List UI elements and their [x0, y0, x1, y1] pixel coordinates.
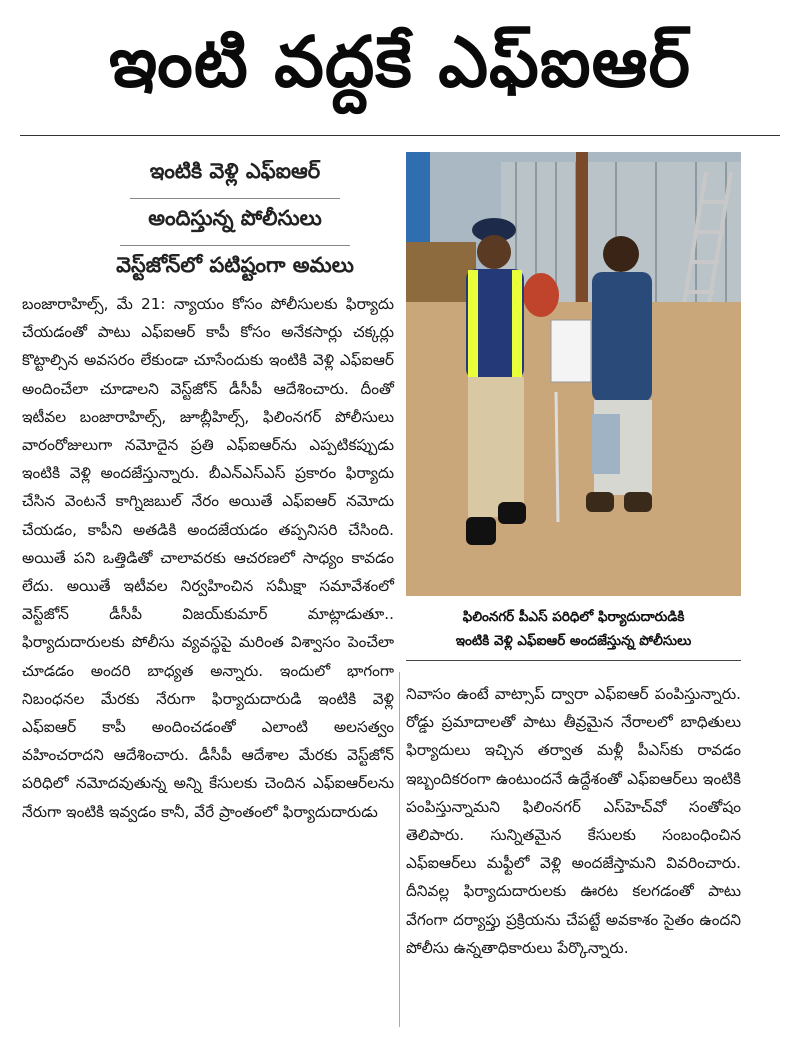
subheadline-1: ఇంటికి వెళ్లి ఎఫ్ఐఆర్: [130, 152, 340, 199]
column-divider: [399, 672, 400, 1027]
body-column-1: [22, 290, 394, 826]
body-text-col1: బంజారాహిల్స్, మే 21: న్యాయం కోసం పోలీసులకు ఫిర్యాదు చేయడంతో పాటు ఎఫ్ఐఆర్ కాపీ కోసం అనేకసార్లు చక్కర్లు కొట్టాల్సిన అవసరం లేకుండా చూసేందుకు ఇంటికి వెళ్లి ఎఫ్ఐఆర్ అందించేలా చూడాలని వెస్ట్‌జోన్ డీసీపీ ఆదేశించారు. దీంతో ఇటీవల బంజారాహిల్స్, జూబ్లీహిల్స్, ఫిలింనగర్ పోలీసులు వారంరోజులుగా నమోదైన ప్రతి ఎఫ్ఐఆర్‌ను ఎప్పటికప్పుడు ఇంటికి వెళ్లి అందజేస్తున్నారు. బీఎన్ఎస్ఎస్ ప్రకారం ఫిర్యాదు చేసిన వెంటనే కాగ్నిజబుల్ నేరం అయితే ఎఫ్ఐఆర్ నమోదు చేయడం, కాపీని అతడికి అందజేయడం తప్పనిసరి చేసింది. అయితే పని ఒత్తిడితో చాలావరకు ఆచరణలో సాధ్యం కావడం లేదు. అయితే ఇటీవల నిర్వహించిన సమీక్షా సమావేశంలో వెస్ట్‌జోన్ డీసీపీ విజయ్‌కుమార్ మాట్లాడుతూ.. ఫిర్యాదుదారులకు పోలీసు వ్యవస్థపై మరింత విశ్వాసం పెంచేలా చూడడం అందరి బాధ్యత అన్నారు. ఇందులో భాగంగా నిబంధనల మేరకు నేరుగా ఫిర్యాదుదారుడి ఇంటికి వెళ్లి ఎఫ్ఐఆర్ కాపీ అందించడంతో ఎలాంటి అలసత్వం వహించరాదని ఆదేశించారు. డీసీపీ ఆదేశాల మేరకు వెస్ట్‌జోన్ పరిధిలో నమోదవుతున్న అన్ని కేసులకు చెందిన ఎఫ్ఐఆర్‌లను నేరుగా ఇంటికి ఇవ్వడం కానీ, వేరే ప్రాంతంలో ఫిర్యాదుదారుడు: [22, 295, 394, 821]
news-photo: [406, 152, 741, 596]
body-column-2: [406, 680, 741, 962]
photo-caption: [406, 598, 741, 661]
body-text-col2: నివాసం ఉంటే వాట్సాప్ ద్వారా ఎఫ్ఐఆర్ పంపిస్తున్నారు. రోడ్డు ప్రమాదాలతో పాటు తీవ్రమైన నేరాలలో బాధితులు ఫిర్యాదులు ఇచ్చిన తర్వాత మళ్లీ పీఎస్‌కు రావడం ఇబ్బందికరంగా ఉంటుందనే ఉద్దేశంతో ఎఫ్ఐఆర్‌లు ఇంటికి పంపిస్తున్నామని ఫిలింనగర్ ఎస్‌హెచ్‌వో సంతోషం తెలిపారు. సున్నితమైన కేసులకు సంబంధించిన ఎఫ్ఐఆర్‌లు మఫ్టీలో వెళ్లి అందజేస్తామని వివరించారు. దీనివల్ల ఫిర్యాదుదారులకు ఊరట కలగడంతో పాటు వేగంగా దర్యాప్తు ప్రక్రియను చేపట్టే అవకాశం సైతం ఉందని పోలీసు ఉన్నతాధికారులు పేర్కొన్నారు.: [406, 685, 741, 957]
subheadlines: [85, 152, 385, 292]
headline-rule: [20, 135, 780, 136]
photo-illustration: [406, 152, 741, 596]
photo-caption-line-2: ఇంటికి వెళ్లి ఎఫ్ఐఆర్ అందజేస్తున్న పోలీసులు: [455, 633, 692, 649]
headline: ఇంటి వద్దకే ఎఫ్ఐఆర్: [108, 20, 692, 103]
subheadline-3: వెస్ట్‌జోన్‌లో పటిష్టంగా అమలు: [116, 253, 354, 277]
photo-caption-line-1: ఫిలింనగర్ పీఎస్ పరిధిలో ఫిర్యాదుదారుడికి: [462, 609, 685, 625]
subheadline-2: అందిస్తున్న పోలీసులు: [120, 199, 350, 246]
